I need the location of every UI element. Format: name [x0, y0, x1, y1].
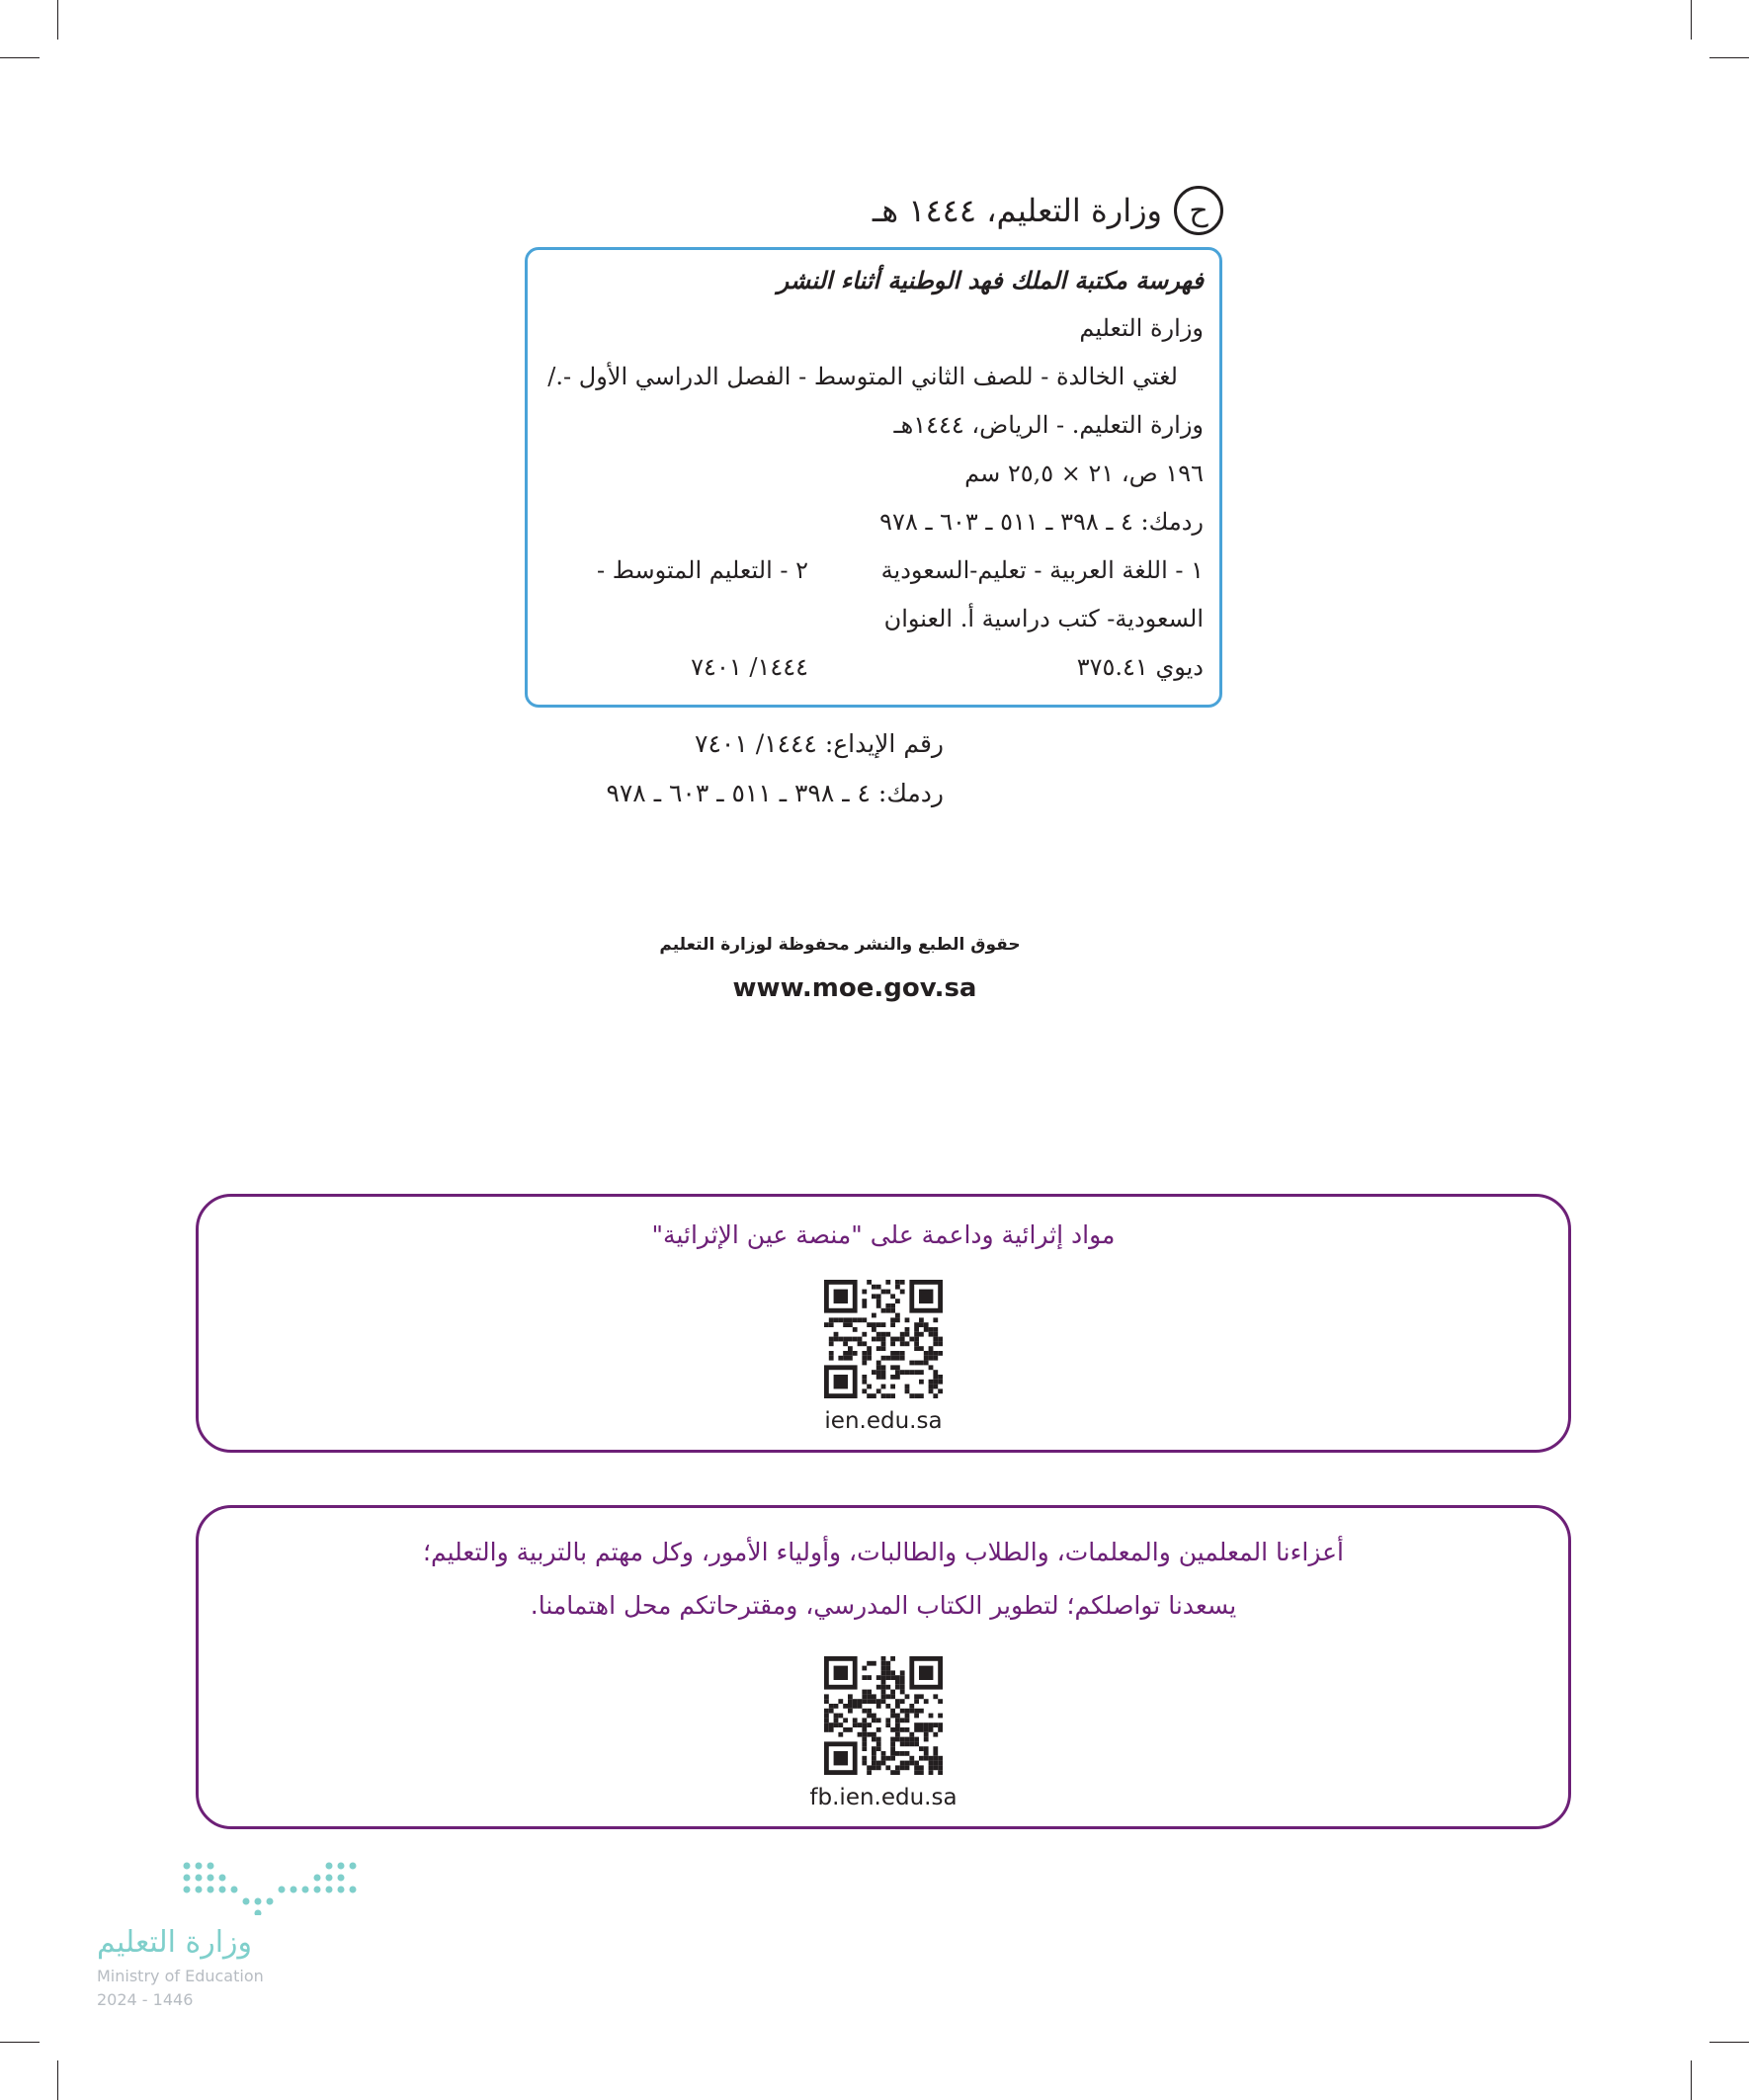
- isbn-number: ٤ ـ ٣٩٨ ـ ٥١١ ـ ٦٠٣ ـ ٩٧٨: [606, 779, 871, 807]
- ministry-logo: [97, 1860, 354, 2018]
- logo-dots-icon: [181, 1860, 359, 1915]
- platform-box: [196, 1194, 1571, 1453]
- catalog-subject-continued: السعودية- كتب دراسية أ. العنوان: [883, 605, 1204, 632]
- crop-mark: [57, 0, 58, 40]
- platform-text: مواد إثرائية وداعمة على "منصة عين الإثرائية": [651, 1220, 1116, 1249]
- logo-english-text: Ministry of Education: [97, 1967, 264, 1985]
- qr-code-icon[interactable]: [824, 1656, 943, 1775]
- catalog-dewey: ديوي ٣٧٥.٤١: [1076, 653, 1204, 681]
- feedback-link[interactable]: fb.ien.edu.sa: [809, 1785, 958, 1810]
- crop-mark: [1691, 2060, 1692, 2100]
- crop-mark: [1709, 2042, 1749, 2043]
- crop-mark: [1691, 0, 1692, 40]
- ministry-website-link[interactable]: www.moe.gov.sa: [732, 973, 977, 1003]
- catalog-isbn: ردمك: ٤ ـ ٣٩٨ ـ ٥١١ ـ ٦٠٣ ـ ٩٧٨: [879, 508, 1204, 536]
- qr-code-icon[interactable]: [824, 1280, 943, 1398]
- rights-notice: حقوق الطبع والنشر محفوظة لوزارة التعليم: [659, 935, 1021, 955]
- cataloging-box: [525, 247, 1222, 708]
- catalog-classification: [538, 643, 1204, 692]
- catalog-publisher: وزارة التعليم. - الرياض، ١٤٤٤هـ: [893, 411, 1204, 439]
- deposit-label: رقم الإيداع:: [824, 729, 944, 758]
- feedback-box: [196, 1505, 1571, 1829]
- platform-link[interactable]: ien.edu.sa: [824, 1408, 943, 1434]
- crop-mark: [0, 2042, 40, 2043]
- qr-code-graphic: [824, 1280, 943, 1398]
- catalog-subjects: [538, 546, 1204, 595]
- logo-arabic-text: وزارة التعليم: [97, 1925, 253, 1960]
- catalog-deposit: ١٤٤٤/ ٧٤٠١: [691, 653, 808, 681]
- isbn-row: [553, 769, 944, 818]
- catalog-heading: فهرسة مكتبة الملك فهد الوطنية أثناء النشر: [777, 266, 1204, 294]
- copyright-line: [820, 183, 1223, 238]
- crop-mark: [0, 57, 40, 58]
- catalog-subject-1: ١ - اللغة العربية - تعليم-السعودية: [880, 556, 1204, 584]
- isbn-label: ردمك:: [877, 779, 944, 807]
- copyright-symbol: ح: [1174, 186, 1223, 235]
- catalog-title: لغتي الخالدة - للصف الثاني المتوسط - الفصل الدراسي الأول -./: [547, 363, 1178, 390]
- feedback-line-1: أعزاءنا المعلمين والمعلمات، والطلاب والطالبات، وأولياء الأمور، وكل مهتم بالتربية والتعليم؛: [423, 1538, 1344, 1566]
- deposit-number: ١٤٤٤/ ٧٤٠١: [695, 729, 817, 758]
- deposit-info: [553, 719, 944, 818]
- feedback-line-2: يسعدنا تواصلكم؛ لتطوير الكتاب المدرسي، ومقترحاتكم محل اهتمامنا.: [530, 1591, 1237, 1620]
- crop-mark: [57, 2060, 58, 2100]
- catalog-subject-2: ٢ - التعليم المتوسط -: [597, 556, 808, 584]
- qr-code-graphic: [824, 1656, 943, 1775]
- catalog-pages: ١٩٦ ص، ٢١ × ٢٥,٥ سم: [964, 460, 1204, 487]
- deposit-number-row: [553, 719, 944, 769]
- catalog-author: وزارة التعليم: [1079, 314, 1204, 342]
- crop-mark: [1709, 57, 1749, 58]
- logo-year: 2024 - 1446: [97, 1990, 194, 2009]
- copyright-text: وزارة التعليم، ١٤٤٤ هـ: [872, 192, 1162, 229]
